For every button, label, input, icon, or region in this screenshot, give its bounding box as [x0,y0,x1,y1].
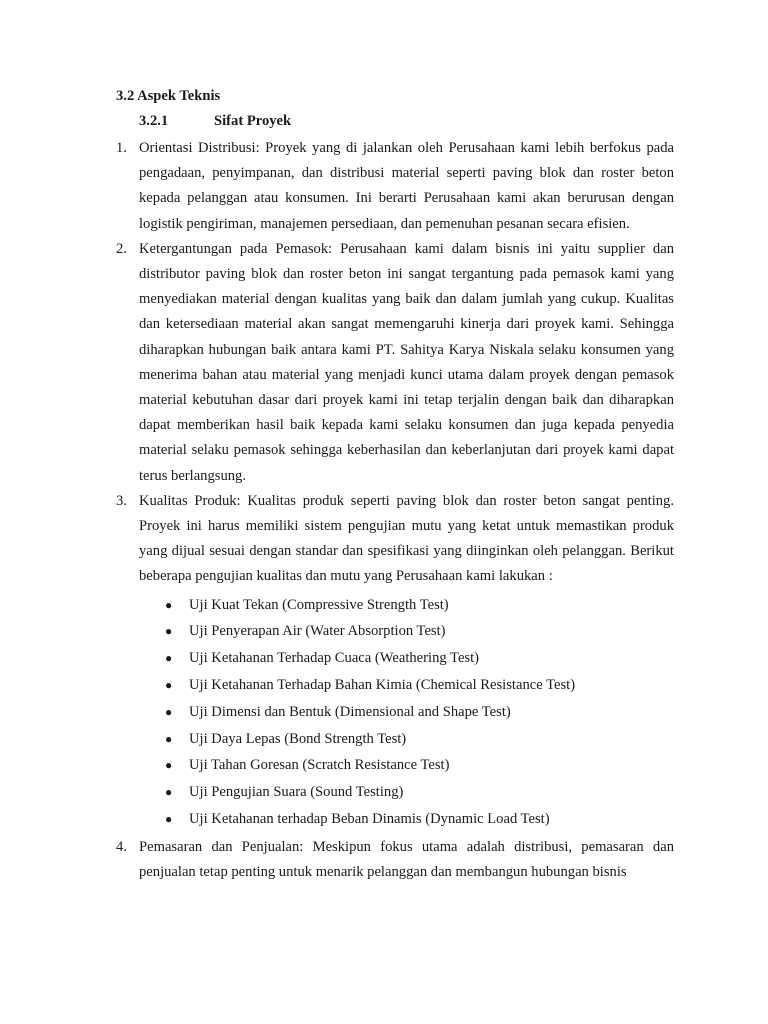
bullet-icon: ● [165,704,173,719]
bullet-icon: ● [165,812,173,827]
list-item-number: 4. [116,838,127,855]
test-item-label: Uji Ketahanan terhadap Beban Dinamis (Dynamic Load Test) [189,811,550,828]
test-item [139,645,674,672]
list-item [116,136,674,237]
section-heading: 3.2 Aspek Teknis [116,88,221,104]
test-item [139,806,674,833]
list-item [116,835,674,885]
list-item [116,489,674,833]
list-item-number: 1. [116,140,127,156]
test-item-label: Uji Ketahanan Terhadap Bahan Kimia (Chemical Resistance Test) [189,677,576,694]
test-item-label: Uji Daya Lepas (Bond Strength Test) [189,730,407,747]
test-item-label: Uji Penyerapan Air (Water Absorption Test) [189,623,446,640]
bullet-icon: ● [165,731,173,746]
list-item-text: Kualitas Produk: Kualitas produk seperti paving blok dan roster beton sangat penting. Proyek ini harus memiliki sistem pengujian mutu yang ketat untuk memastikan produk yang dijual sesuai dengan standar dan spesifikasi yang diinginkan oleh pelanggan. Berikut beberapa pengujian kualitas dan mutu yang Perusahaan kami lakukan : [139,492,674,585]
subsection-title: Sifat Proyek [214,113,292,129]
numbered-list [116,136,674,885]
subsection-heading [139,111,291,131]
list-item-text: Ketergantungan pada Pemasok: Perusahaan kami dalam bisnis ini yaitu supplier dan distributor paving blok dan roster beton ini sangat tergantung pada pemasok kami yang menyediakan material dengan kualitas yang baik dan dalam jumlah yang cukup. Kualitas dan ketersediaan material akan sangat memengaruhi kinerja dari proyek kami. Sehingga diharapkan hubungan baik antara kami PT. Sahitya Karya Niskala selaku konsumen yang menerima bahan atau material yang menjadi kunci utama dalam proyek dengan pemasok material kebutuhan dasar dari proyek kami ini tetap terjalin dengan baik dan diharapkan dapat memberikan hasil baik kepada kami selaku konsumen dan juga kepada penyedia material selaku pemasok sehingga keberhasilan dan keberlanjutan dari proyek kami dapat terus berlangsung. [139,240,674,484]
test-item-label: Uji Tahan Goresan (Scratch Resistance Test) [189,757,450,774]
bullet-icon: ● [165,624,173,639]
list-item-text: Orientasi Distribusi: Proyek yang di jalankan oleh Perusahaan kami lebih berfokus pada pengadaan, penyimpanan, dan distribusi material seperti paving blok dan roster beton kepada pelanggan atau konsumen. Ini berarti Perusahaan kami akan berurusan dengan logistik pengiriman, manajemen persediaan, dan pemenuhan pesanan secara efisien. [139,140,674,232]
test-item [139,779,674,806]
test-item-label: Uji Pengujian Suara (Sound Testing) [189,784,404,801]
list-item-text: Pemasaran dan Penjualan: Meskipun fokus utama adalah distribusi, pemasaran dan penjualan tetap penting untuk menarik pelanggan dan membangun hubungan bisnis [139,838,674,881]
bullet-icon: ● [165,785,173,800]
test-item [139,752,674,779]
test-item [139,618,674,645]
test-item [139,592,674,619]
test-item [139,726,674,753]
bullet-icon: ● [165,678,173,693]
bullet-icon: ● [165,758,173,773]
test-item-label: Uji Dimensi dan Bentuk (Dimensional and Shape Test) [189,703,511,720]
test-item [139,672,674,699]
test-bullet-list [139,592,674,833]
test-item-label: Uji Ketahanan Terhadap Cuaca (Weathering Test) [189,650,480,667]
list-item-number: 3. [116,492,127,509]
bullet-icon: ● [165,651,173,666]
test-item [139,699,674,726]
list-item [116,237,674,489]
list-item-number: 2. [116,240,127,257]
subsection-number: 3.2.1 [139,113,169,129]
bullet-icon: ● [165,597,173,612]
test-item-label: Uji Kuat Tekan (Compressive Strength Test) [189,596,449,613]
